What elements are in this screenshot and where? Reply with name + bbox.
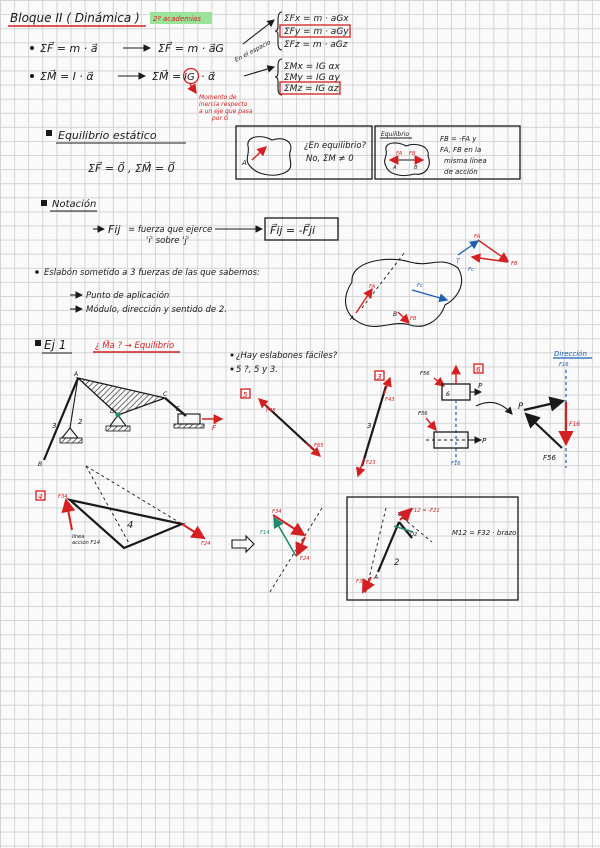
question-1: ¿Hay eslabones fáciles? xyxy=(236,351,338,361)
force-component-y: ΣFy = m · aGy xyxy=(284,27,349,37)
p-label-b: P xyxy=(482,437,487,445)
link-3-diagram xyxy=(358,371,395,476)
force-b-label: FB xyxy=(409,151,416,157)
point-a: A xyxy=(393,165,397,171)
link-body-label: 2 xyxy=(394,558,400,568)
moment-formula: M12 = F32 · brazo xyxy=(452,529,517,537)
link-6-diagram xyxy=(418,350,592,468)
link-box-label: 3 xyxy=(377,373,382,381)
arrow-icon xyxy=(244,67,274,76)
mechanism-sketch xyxy=(38,371,222,468)
tri-f24-label: F24 xyxy=(300,556,310,562)
notation-heading: Notación xyxy=(52,199,97,210)
point-c: C xyxy=(163,391,168,398)
force-triangle xyxy=(456,234,518,273)
three-force-body xyxy=(346,252,462,326)
fa-label: FA xyxy=(369,284,376,290)
bullet xyxy=(231,368,234,371)
link-5-diagram xyxy=(241,389,324,456)
newton-moment-section xyxy=(30,59,340,122)
box-text-1: FB = -FA y xyxy=(440,135,477,143)
f45-label: F45 xyxy=(266,408,276,414)
notation-definition: = fuerza que ejerce xyxy=(128,225,213,235)
link-box-label: 5 xyxy=(243,391,248,399)
brace xyxy=(275,59,282,95)
moment-component-x: ΣMx = IG αx xyxy=(284,62,340,72)
square-bullet xyxy=(35,340,41,346)
link-3-label: 3 xyxy=(52,422,57,430)
equilibrium-answer: No, ΣM ≠ 0 xyxy=(306,154,354,164)
link-box-label: 6 xyxy=(476,366,481,374)
implies-arrow-icon xyxy=(232,536,254,552)
known-item-2: Módulo, dirección y sentido de 2. xyxy=(86,305,227,315)
direction-force-label: F16 xyxy=(559,362,569,368)
block-label: 6 xyxy=(446,391,450,398)
notation-section xyxy=(41,198,338,246)
link-body-label: 3 xyxy=(367,422,372,430)
inertia-note-4: por G xyxy=(212,115,229,122)
header-tag: 2º academias xyxy=(153,15,201,23)
point-b: B xyxy=(393,311,398,318)
notation-symbol: Fij xyxy=(108,223,121,236)
line-label-2: acción F14 xyxy=(72,540,101,546)
fb-label: FB xyxy=(410,316,417,322)
d2-label: D2 xyxy=(410,532,418,538)
example-box-2 xyxy=(375,126,520,179)
force-label: F1 xyxy=(258,151,265,157)
moment-ig: IG xyxy=(184,72,195,83)
p-label: P xyxy=(478,382,483,390)
f65-label: F65 xyxy=(314,443,324,449)
f12-label: F12 = -F21 xyxy=(411,508,440,514)
bullet xyxy=(30,46,34,50)
brace xyxy=(275,12,282,50)
f34-label: F34 xyxy=(58,494,68,500)
moment-equation: ΣM⃗ = I · α⃗ xyxy=(40,70,94,83)
box-text-3: misma línea xyxy=(444,157,487,165)
bullet xyxy=(231,354,234,357)
header xyxy=(8,11,212,26)
poly-f16-label: F16 xyxy=(569,421,581,428)
link-box-label: 4 xyxy=(38,493,43,501)
direction-label: Dirección xyxy=(554,350,587,358)
force-equation: ΣF⃗ = m · a⃗ xyxy=(40,42,98,55)
inertia-note-2: inercia respecto xyxy=(199,101,248,108)
notation-identity: F⃗ij = -F⃗ji xyxy=(270,224,316,237)
inertia-note-3: a un eje que pasa xyxy=(199,108,253,115)
force-label: F⃗ xyxy=(212,424,217,432)
f32-label: F32 xyxy=(356,579,366,585)
bullet xyxy=(30,74,34,78)
f43-label: F43 xyxy=(385,397,395,403)
moment-alpha: · α⃗ xyxy=(201,70,216,83)
static-section xyxy=(46,126,520,179)
point-a: A xyxy=(74,371,79,378)
square-bullet xyxy=(41,200,47,206)
point-a: A xyxy=(374,574,379,581)
notation-definition-2: 'i' sobre 'j' xyxy=(146,236,190,246)
example-section xyxy=(35,338,592,600)
poly-f56-label: F56 xyxy=(543,454,556,462)
question-2: 5 ?, 5 y 3. xyxy=(236,365,278,375)
link-body-label: 4 xyxy=(127,520,134,531)
link-2-label: 2 xyxy=(78,418,83,426)
point-b: B xyxy=(38,461,43,468)
moment-component-y: ΣMy = IG αy xyxy=(284,73,340,83)
point-e: E xyxy=(176,406,180,413)
f56-label: F56 xyxy=(420,371,430,377)
arrow-icon xyxy=(190,84,196,93)
example-goal: ¿ M⃗a ? → Equilibrio xyxy=(95,341,175,351)
three-forces-text: Eslabón sometido a 3 fuerzas de las que sabemos: xyxy=(44,268,260,278)
f24-label: F24 xyxy=(201,541,211,547)
tri-f14-label: F14 xyxy=(260,530,270,536)
rigid-body-shape xyxy=(385,143,430,176)
page-title: Bloque II ( Dinámica ) xyxy=(10,11,140,25)
f23-label: F23 xyxy=(366,460,376,466)
known-item-1: Punto de aplicación xyxy=(86,291,170,301)
space-note: En el espacio xyxy=(233,38,273,64)
f56-label-b: F56 xyxy=(418,411,428,417)
force-a-label: FA xyxy=(396,151,403,157)
static-heading: Equilibrio estático xyxy=(58,129,157,142)
example-heading: Ej 1 xyxy=(44,338,67,352)
square-bullet xyxy=(46,130,52,136)
t-label: T xyxy=(456,258,460,265)
tri-f34-label: F34 xyxy=(272,509,282,515)
box-text-2: FA, FB en la xyxy=(440,146,482,154)
point-a: A xyxy=(350,315,355,322)
static-conditions: ΣF⃗ = 0⃗ , ΣM⃗ = 0⃗ xyxy=(88,162,175,175)
curved-arrow-icon xyxy=(476,402,512,414)
force-component-z: ΣFz = m · aGz xyxy=(284,40,348,50)
bullet xyxy=(35,270,39,274)
force-component-x: ΣFx = m · aGx xyxy=(284,14,349,24)
three-forces-section xyxy=(35,234,518,326)
point-d: D xyxy=(110,408,115,415)
equilibrium-question: ¿En equilibrio? xyxy=(304,141,367,151)
box-text-4: de acción xyxy=(444,168,478,176)
link-4-diagram xyxy=(36,466,322,592)
rigid-body-shape xyxy=(247,137,291,176)
point-b: B xyxy=(414,165,418,171)
line-label-1: línea xyxy=(72,534,85,540)
fc-label: Fc xyxy=(468,267,474,273)
inertia-note-1: Momento de xyxy=(199,94,237,101)
moment-component-z: ΣMz = IG αz xyxy=(284,84,339,94)
f16-label: F16 xyxy=(451,461,461,467)
moment-equation-g: ΣM⃗ = xyxy=(152,70,182,83)
box-title: Equilibrio xyxy=(381,131,410,138)
example-box-1 xyxy=(236,126,372,179)
fa-label: FA xyxy=(474,234,481,240)
force-equation-g: ΣF⃗ = m · a⃗G xyxy=(158,42,224,55)
point-a: A xyxy=(242,159,247,167)
link-2-box xyxy=(347,497,518,600)
fc-label: Fc xyxy=(417,283,423,289)
poly-p-label: P xyxy=(518,402,524,412)
fb-label: FB xyxy=(511,261,518,267)
